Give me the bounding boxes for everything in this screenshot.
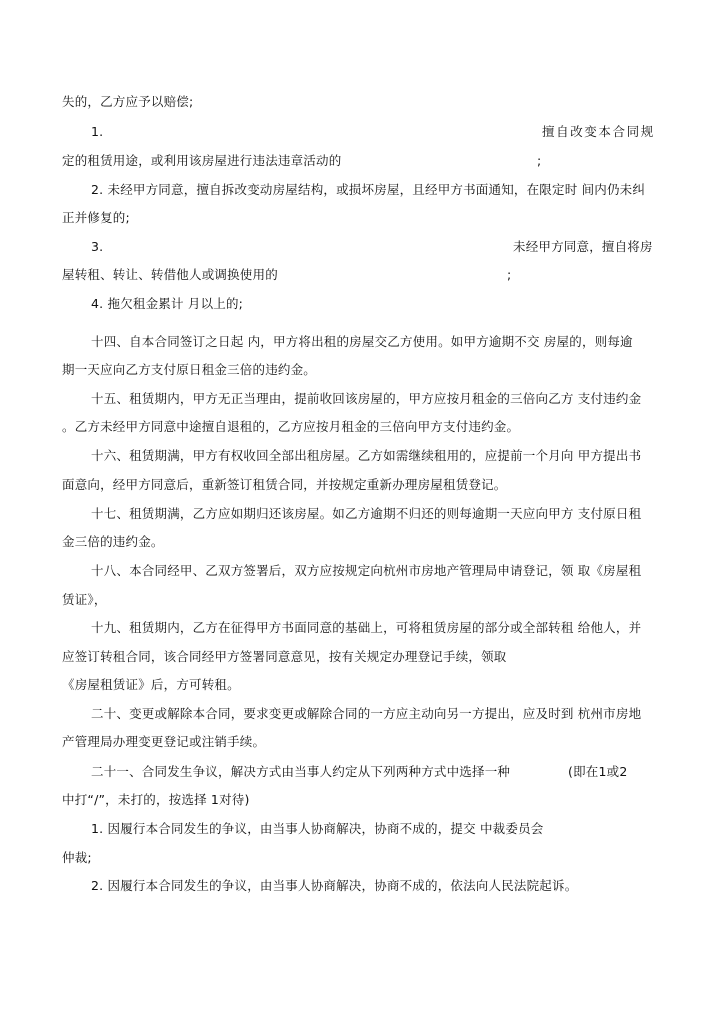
text-line: 1. — [91, 124, 104, 139]
text-line: 未经甲方同意，擅自将房 — [513, 239, 653, 254]
text-line: 定的租赁用途，或利用该房屋进行违法违章活动的 — [62, 153, 342, 168]
text-line: 二十、变更或解除本合同，要求变更或解除合同的一方应主动向另一方提出，应及时到 杭州市房地 — [91, 706, 642, 721]
text-line: 面意向，经甲方同意后，重新签订租赁合同，并按规定重新办理房屋租赁登记。 — [62, 477, 507, 492]
text-line: 失的，乙方应予以赔偿; — [62, 94, 194, 109]
text-line: 屋转租、转让、转借他人或调换使用的 — [62, 267, 278, 282]
text-line: 二十一、合同发生争议，解决方式由当事人约定从下列两种方式中选择一种 — [91, 764, 511, 779]
text-line: 十七、租赁期满，乙方应如期归还该房屋。如乙方逾期不归还的则每逾期一天应向甲方 支付原日租 — [91, 506, 642, 521]
text-line: ; — [507, 267, 512, 282]
text-line: 3. — [91, 239, 104, 254]
text-line: 2. 未经甲方同意，擅自拆改变动房屋结构，或损坏房屋，且经甲方书面通知，在限定时 间内仍未纠 — [91, 182, 646, 197]
text-line: (即在1或2 — [568, 764, 628, 779]
text-line: 十六、租赁期满，甲方有权收回全部出租房屋。乙方如需继续租用的，应提前一个月向 甲方提出书 — [91, 448, 642, 463]
text-line: 十八、本合同经甲、乙双方签署后，双方应按规定向杭州市房地产管理局申请登记，领 取《房屋租 — [91, 563, 642, 578]
text-line: 4. 拖欠租金累计 月以上的; — [91, 296, 244, 311]
text-line: 擅自改变本合同规 — [542, 124, 655, 139]
text-line: 金三倍的违约金。 — [62, 534, 164, 549]
text-line: 1. 因履行本合同发生的争议，由当事人协商解决，协商不成的，提交 中裁委员会 — [91, 821, 544, 836]
text-line: 十九、租赁期内，乙方在征得甲方书面同意的基础上，可将租赁房屋的部分或全部转租 给他人，并 — [91, 620, 642, 635]
text-line: ; — [537, 153, 542, 168]
text-line: 仲裁; — [62, 850, 92, 865]
text-line: 正并修复的; — [62, 210, 130, 225]
text-line: 中打“/”，未打的，按选择 1对待) — [62, 792, 250, 807]
text-line: 《房屋租赁证》后，方可转租。 — [62, 677, 240, 692]
text-line: 。乙方未经甲方同意中途擅自退租的，乙方应按月租金的三倍向甲方支付违约金。 — [62, 419, 520, 434]
text-line: 期一天应向乙方支付原日租金三倍的违约金。 — [62, 362, 317, 377]
text-line: 十五、租赁期内，甲方无正当理由，提前收回该房屋的，甲方应按月租金的三倍向乙方 支付违约金 — [91, 391, 642, 406]
text-line: 产管理局办理变更登记或注销手续。 — [62, 734, 266, 749]
text-line: 应签订转租合同，该合同经甲方签署同意意见，按有关规定办理登记手续，领取 — [62, 649, 507, 664]
text-line: 十四、自本合同签订之日起 内，甲方将出租的房屋交乙方使用。如甲方逾期不交 房屋的，则每逾 — [91, 334, 633, 349]
text-line: 2. 因履行本合同发生的争议，由当事人协商解决，协商不成的，依法向人民法院起诉。 — [91, 878, 578, 893]
text-line: 赁证》， — [62, 592, 107, 607]
